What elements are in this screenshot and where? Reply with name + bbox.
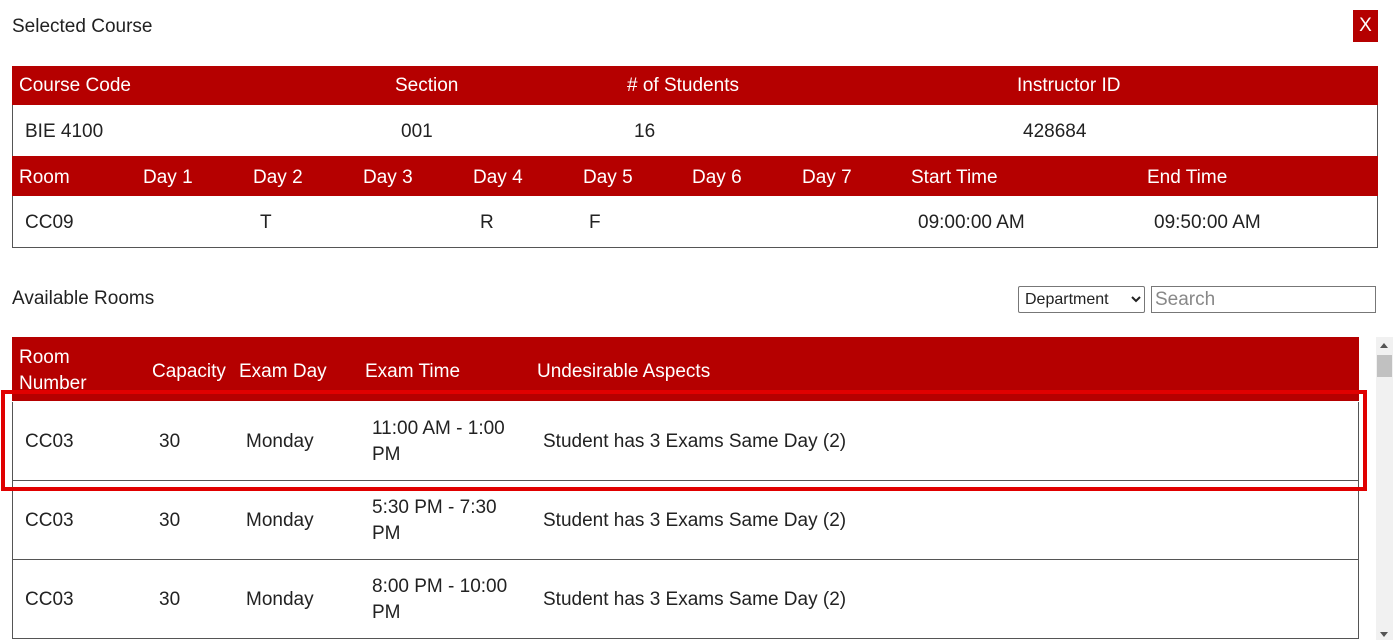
room-row[interactable]: [12, 481, 1359, 560]
col-exam-day: Exam Day: [239, 361, 327, 382]
col-section: Section: [395, 75, 459, 96]
schedule-values-row: [12, 196, 1378, 248]
col-capacity: Capacity: [152, 361, 226, 382]
exam-day-cell: Monday: [246, 431, 314, 452]
department-filter-select[interactable]: [1018, 286, 1145, 313]
exam-day-cell: Monday: [246, 510, 314, 531]
room-number-cell: CC03: [25, 431, 74, 452]
col-num-students: # of Students: [627, 75, 739, 96]
rooms-header-row: [12, 337, 1359, 401]
capacity-cell: 30: [159, 589, 181, 610]
capacity-cell: 30: [159, 510, 181, 531]
exam-time-cell: 11:00 AM - 1:00 PM: [372, 418, 505, 465]
col-undesirable-aspects: Undesirable Aspects: [537, 361, 711, 382]
capacity-cell: 30: [159, 431, 181, 452]
course-header-row: [12, 66, 1378, 105]
day-4-value: R: [480, 212, 494, 233]
col-room: Room: [19, 167, 70, 188]
instructor-id-value: 428684: [1023, 121, 1087, 142]
col-day-3: Day 3: [363, 167, 413, 188]
scroll-up-icon[interactable]: [1380, 343, 1388, 348]
undesirable-aspects-cell: Student has 3 Exams Same Day (2): [543, 589, 847, 610]
exam-time-cell: 8:00 PM - 10:00 PM: [372, 576, 508, 623]
col-instructor-id: Instructor ID: [1017, 75, 1121, 96]
search-input[interactable]: [1151, 286, 1376, 313]
room-number-cell: CC03: [25, 589, 74, 610]
num-students-value: 16: [634, 121, 656, 142]
selected-course-title: Selected Course: [12, 16, 153, 37]
section-value: 001: [401, 121, 433, 142]
col-start-time: Start Time: [911, 167, 998, 188]
room-row[interactable]: [12, 402, 1359, 481]
day-5-value: F: [589, 212, 601, 233]
exam-time-cell: 5:30 PM - 7:30 PM: [372, 497, 497, 544]
col-day-5: Day 5: [583, 167, 633, 188]
room-number-cell: CC03: [25, 510, 74, 531]
exam-day-cell: Monday: [246, 589, 314, 610]
room-row[interactable]: [12, 560, 1359, 639]
undesirable-aspects-cell: Student has 3 Exams Same Day (2): [543, 510, 847, 531]
scroll-down-icon[interactable]: [1380, 632, 1388, 637]
course-values-row: [12, 105, 1378, 156]
col-exam-time: Exam Time: [365, 361, 461, 382]
col-day-1: Day 1: [143, 167, 193, 188]
col-day-6: Day 6: [692, 167, 742, 188]
end-time-value: 09:50:00 AM: [1154, 212, 1261, 233]
schedule-header-row: [12, 156, 1378, 196]
available-rooms-title: Available Rooms: [12, 288, 155, 309]
rooms-scrollbar[interactable]: [1376, 337, 1393, 640]
day-2-value: T: [260, 212, 272, 233]
room-value: CC09: [25, 212, 74, 233]
available-rooms-table: [12, 337, 1359, 640]
start-time-value: 09:00:00 AM: [918, 212, 1025, 233]
col-day-4: Day 4: [473, 167, 523, 188]
col-room-number: Room Number: [19, 347, 87, 394]
col-day-2: Day 2: [253, 167, 303, 188]
col-end-time: End Time: [1147, 167, 1228, 188]
close-button[interactable]: X: [1353, 10, 1378, 42]
course-code-value: BIE 4100: [25, 121, 104, 142]
scroll-thumb[interactable]: [1377, 355, 1392, 377]
undesirable-aspects-cell: Student has 3 Exams Same Day (2): [543, 431, 847, 452]
col-day-7: Day 7: [802, 167, 852, 188]
col-course-code: Course Code: [19, 75, 131, 96]
